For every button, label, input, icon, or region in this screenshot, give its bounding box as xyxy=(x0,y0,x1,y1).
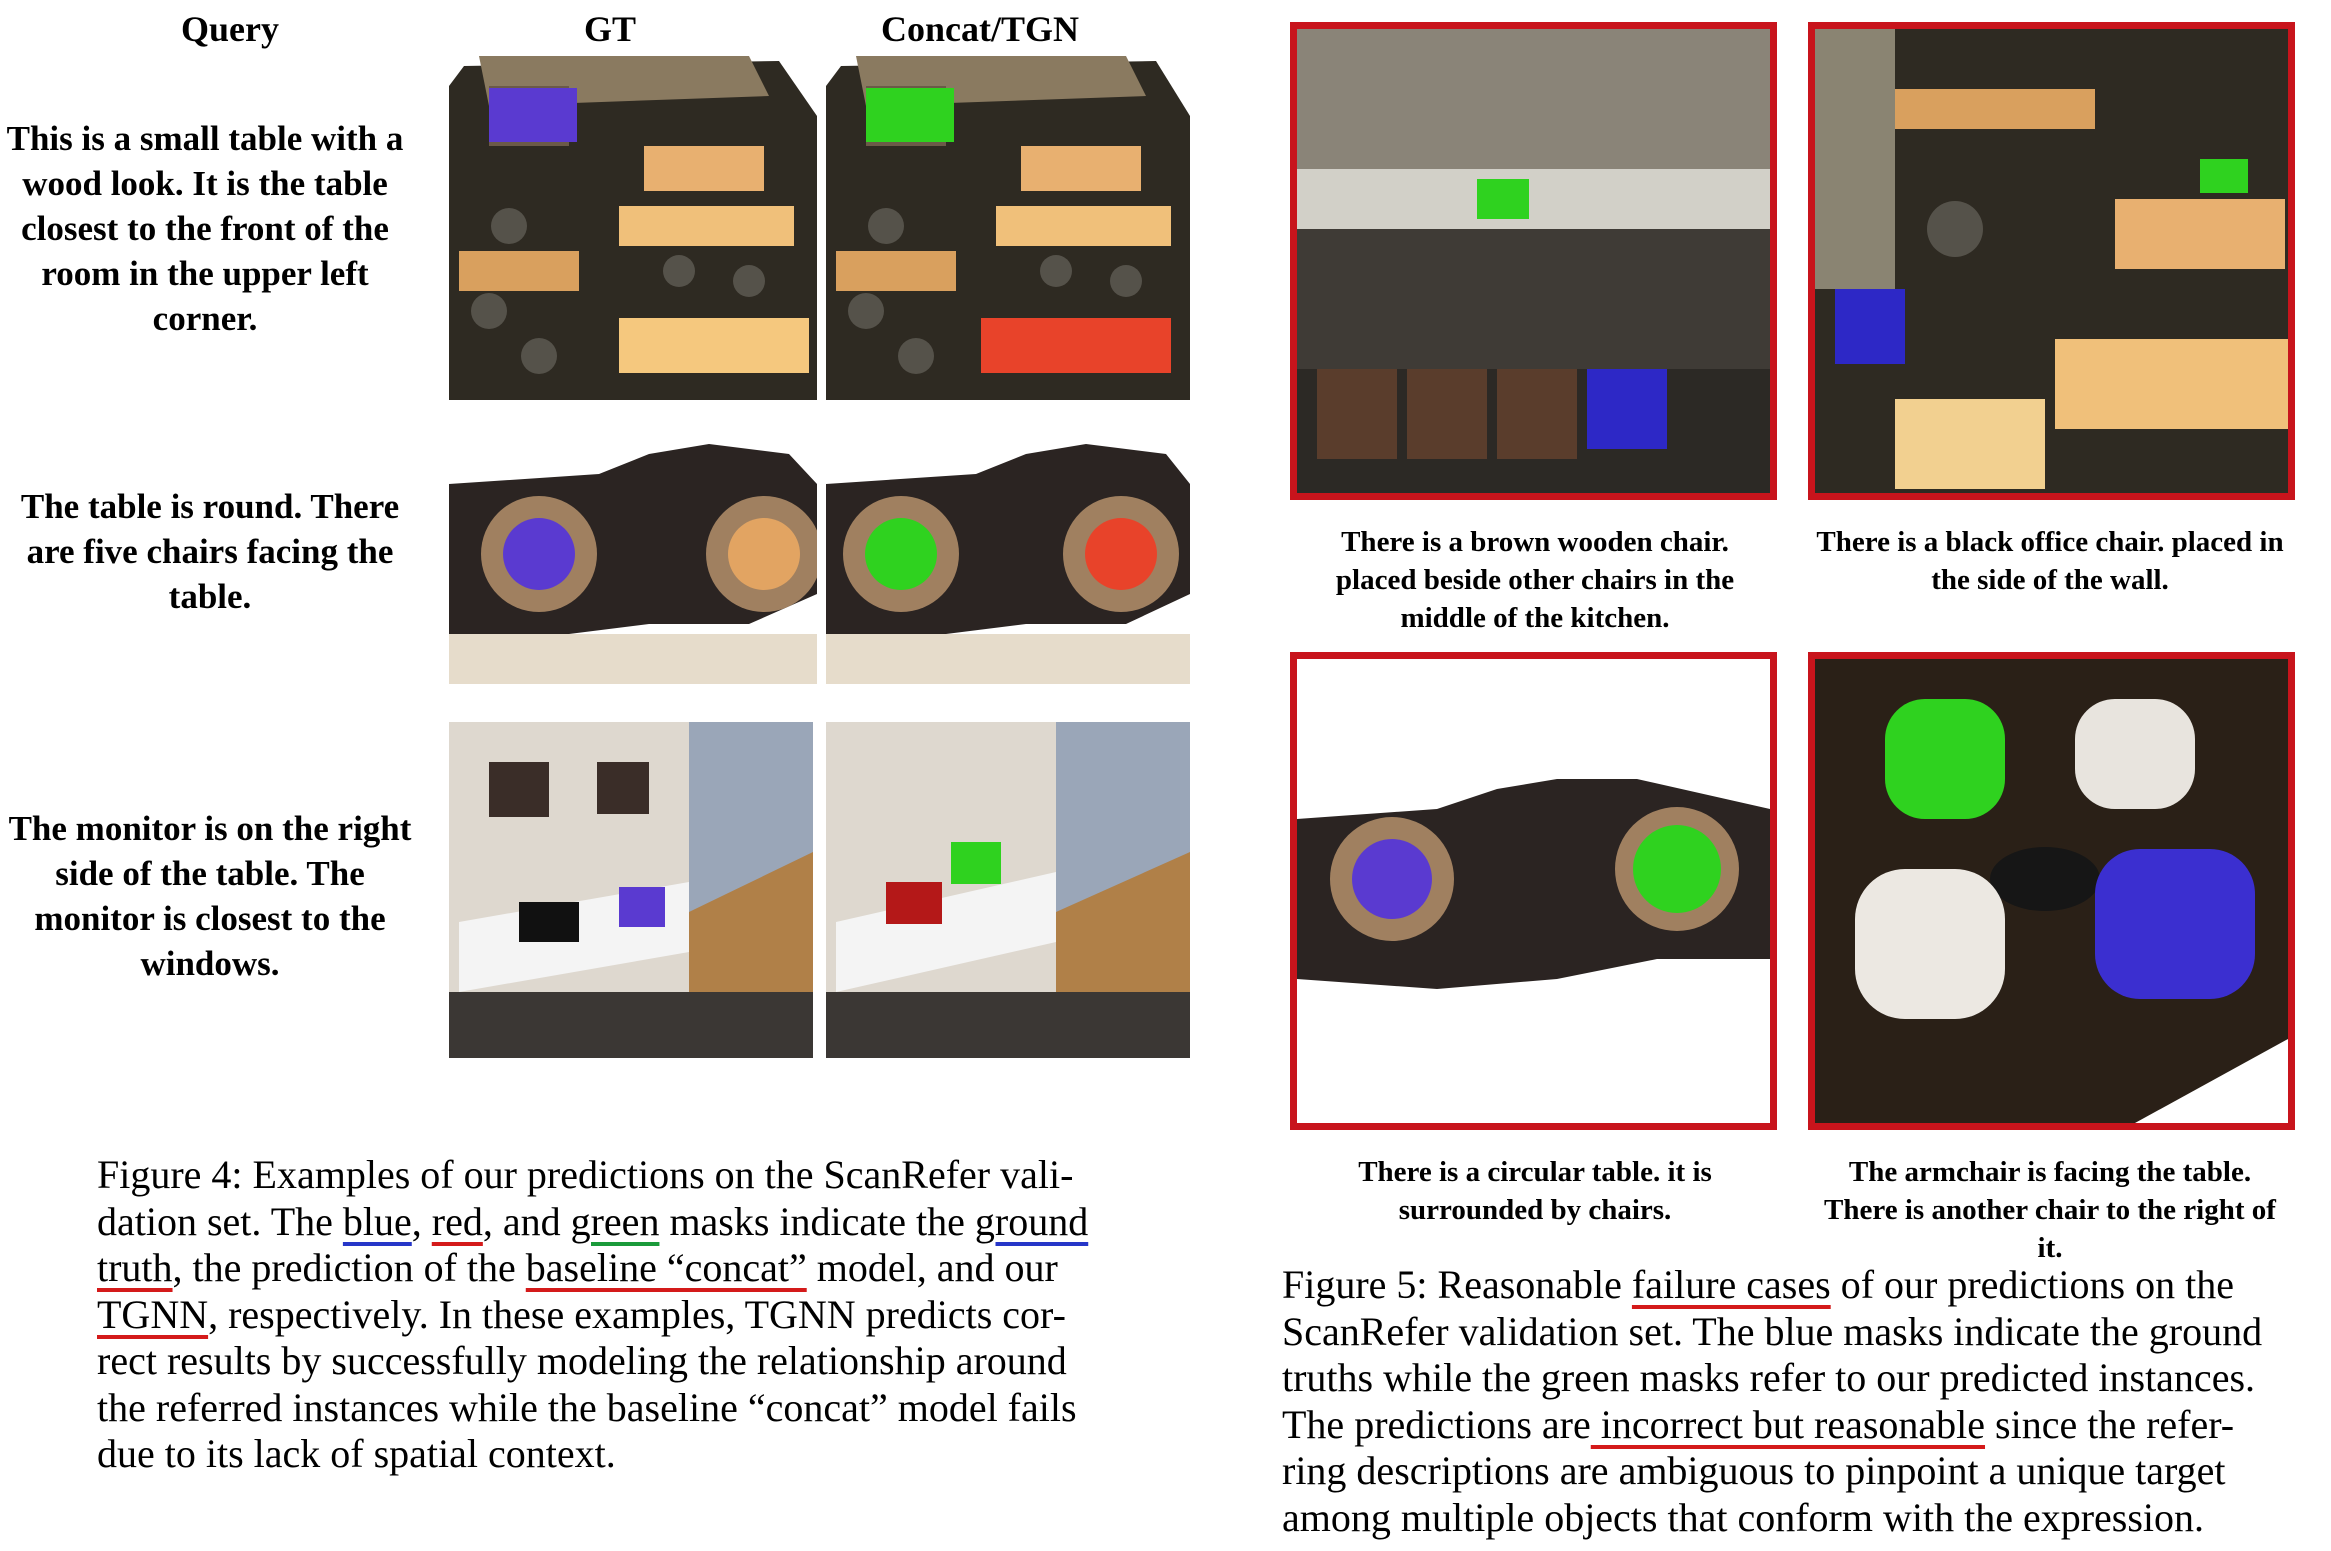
caption4-ground: ground xyxy=(974,1198,1089,1244)
caption4-text: , xyxy=(411,1198,432,1244)
caption4-green: green xyxy=(570,1198,660,1244)
figure4-caption xyxy=(97,1152,1157,1478)
caption4-text: , the prediction of the xyxy=(172,1245,526,1290)
caption4-truth: truth xyxy=(97,1245,173,1290)
caption4-line-4 xyxy=(97,1292,1157,1339)
caption4-text: , respectively. In these examples, TGNN predicts cor- xyxy=(208,1291,1066,1337)
caption4-text: , and xyxy=(482,1198,571,1244)
caption5-line-2: ScanRefer validation set. The blue masks indicate the ground xyxy=(1282,1308,2263,1354)
fig5-caption-1: There is a brown wooden chair. placed beside other chairs in the middle of the kitchen. xyxy=(1335,526,1735,634)
caption4-blue: blue xyxy=(342,1198,412,1244)
caption5-text: since the refer- xyxy=(1985,1401,2235,1447)
query-1: This is a small table with a wood look. It is the table closest to the front of the room in the upper left corner. xyxy=(6,119,404,338)
caption4-line-6: the referred instances while the baseline “concat” model fails xyxy=(97,1384,1077,1430)
failure-case-kitchen xyxy=(1290,22,1777,500)
figure5-caption xyxy=(1282,1262,2322,1541)
query-3: The monitor is on the right side of the table. The monitor is closest to the windows. xyxy=(8,809,412,983)
query-2: The table is round. There are five chairs facing the table. xyxy=(20,487,400,616)
caption5-line-3: truths while the green masks refer to our predicted instances. xyxy=(1282,1355,2256,1400)
header-query: Query xyxy=(181,9,279,49)
caption4-line-5: rect results by successfully modeling the relationship around xyxy=(97,1338,1067,1383)
caption4-text: masks indicate the xyxy=(659,1198,975,1244)
caption4-text: dation set. The xyxy=(97,1198,343,1244)
fig5-caption-2: There is a black office chair. placed in the side of the wall. xyxy=(1816,526,2284,596)
caption5-line-4 xyxy=(1282,1402,2322,1449)
fig5-caption-4: The armchair is facing the table. There is another chair to the right of it. xyxy=(1824,1156,2276,1264)
caption5-text: Figure 5: Reasonable xyxy=(1282,1262,1632,1307)
caption4-line-2 xyxy=(97,1199,1157,1246)
caption5-line-5: ring descriptions are ambiguous to pinpoint a unique target xyxy=(1282,1448,2226,1493)
failure-case-armchairs xyxy=(1808,652,2295,1130)
scene-office-pred xyxy=(826,56,1190,400)
scene-round-table-gt xyxy=(449,444,817,684)
scene-round-table-pred xyxy=(826,444,1190,684)
caption5-line-6: among multiple objects that conform with the expression. xyxy=(1282,1494,2205,1540)
failure-case-round-table xyxy=(1290,652,1777,1130)
header-gt: GT xyxy=(583,9,636,49)
caption5-line-1 xyxy=(1282,1262,2322,1309)
caption5-text: of our predictions on the xyxy=(1830,1262,2234,1307)
scene-monitor-gt xyxy=(449,722,813,1058)
caption5-text: The predictions are xyxy=(1282,1401,1591,1447)
caption5-failure: failure cases xyxy=(1631,1262,1831,1307)
caption4-line-1: Figure 4: Examples of our predictions on the ScanRefer vali- xyxy=(97,1152,1074,1197)
failure-case-office-chair xyxy=(1808,22,2295,500)
fig5-caption-3: There is a circular table. it is surrounded by chairs. xyxy=(1358,1156,1712,1226)
caption4-line-3 xyxy=(97,1245,1157,1292)
scene-office-gt xyxy=(449,56,817,400)
caption5-incorrect: incorrect but reasonable xyxy=(1590,1401,1986,1447)
caption4-line-7: due to its lack of spatial context. xyxy=(97,1431,616,1476)
header-pred: Concat/TGN xyxy=(881,9,1079,49)
caption4-red: red xyxy=(431,1198,483,1244)
scene-monitor-pred xyxy=(826,722,1190,1058)
caption4-text: model, and our xyxy=(806,1245,1058,1290)
caption4-baseline: baseline “concat” xyxy=(525,1245,807,1290)
caption4-tgnn: TGNN xyxy=(97,1291,209,1337)
